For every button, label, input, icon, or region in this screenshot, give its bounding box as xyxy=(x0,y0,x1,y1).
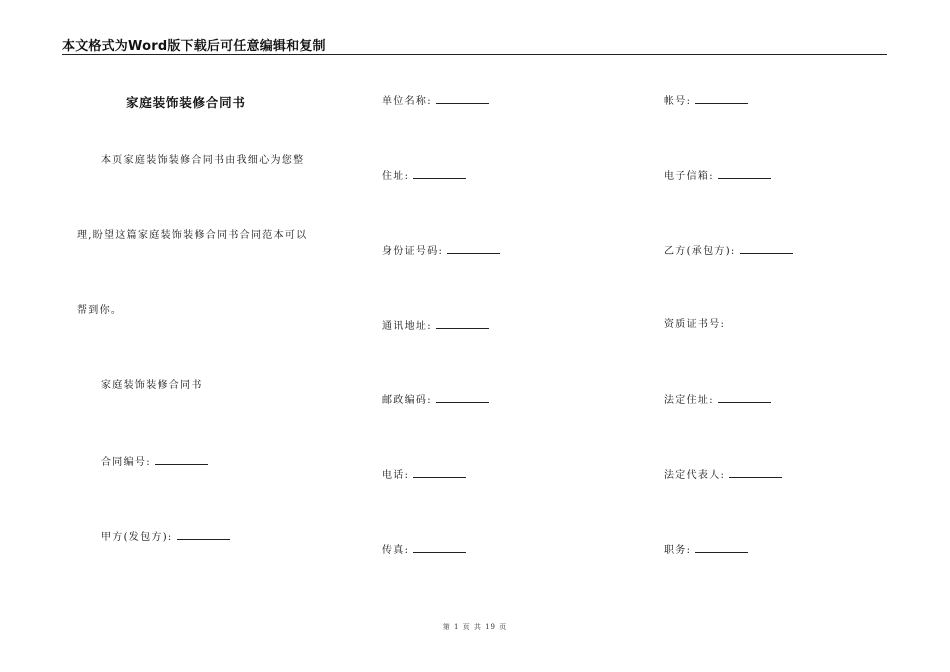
account-field xyxy=(664,94,748,108)
mailing-address-label: 通讯地址: xyxy=(382,321,432,332)
id-number-field xyxy=(382,244,500,258)
party-b-field xyxy=(664,244,793,258)
address-field xyxy=(382,169,466,183)
intro-line-2: 理,盼望这篇家庭装饰装修合同书合同范本可以 xyxy=(77,230,308,241)
address-blank xyxy=(413,169,466,179)
fax-label: 传真: xyxy=(382,545,410,556)
legal-address-label: 法定住址: xyxy=(664,395,714,406)
account-blank xyxy=(695,94,748,104)
intro-line-3: 帮到你。 xyxy=(77,305,123,316)
legal-address-field xyxy=(664,393,771,407)
page-number: 第 1 页 共 19 页 xyxy=(442,623,508,631)
id-number-blank xyxy=(447,244,500,254)
party-a-label: 甲方(发包方): xyxy=(101,532,173,543)
legal-representative-label: 法定代表人: xyxy=(664,470,726,481)
qualification-field xyxy=(664,319,725,331)
party-a-field xyxy=(101,530,230,544)
unit-name-blank xyxy=(436,94,489,104)
phone-label: 电话: xyxy=(382,470,410,481)
legal-address-blank xyxy=(718,393,771,403)
contract-subtitle: 家庭装饰装修合同书 xyxy=(101,380,203,391)
party-b-blank xyxy=(740,244,793,254)
phone-blank xyxy=(413,468,466,478)
contract-number-blank xyxy=(155,455,208,465)
id-number-label: 身份证号码: xyxy=(382,246,444,257)
legal-representative-field xyxy=(664,468,782,482)
position-label: 职务: xyxy=(664,545,692,556)
party-b-label: 乙方(承包方): xyxy=(664,246,736,257)
legal-representative-blank xyxy=(729,468,782,478)
position-field xyxy=(664,543,748,557)
phone-field xyxy=(382,468,466,482)
email-label: 电子信箱: xyxy=(664,171,714,182)
postcode-field xyxy=(382,393,489,407)
fax-blank xyxy=(413,543,466,553)
contract-number-label: 合同编号: xyxy=(101,457,151,468)
unit-name-field xyxy=(382,94,489,108)
postcode-blank xyxy=(436,393,489,403)
intro-line-1: 本页家庭装饰装修合同书由我细心为您整 xyxy=(101,155,305,166)
document-title: 家庭装饰装修合同书 xyxy=(126,95,246,110)
header-text: 本文格式为Word版下载后可任意编辑和复制 xyxy=(62,39,326,54)
unit-name-label: 单位名称: xyxy=(382,96,432,107)
email-blank xyxy=(718,169,771,179)
fax-field xyxy=(382,543,466,557)
mailing-address-field xyxy=(382,319,489,333)
position-blank xyxy=(695,543,748,553)
postcode-label: 邮政编码: xyxy=(382,395,432,406)
contract-number-field xyxy=(101,455,208,469)
email-field xyxy=(664,169,771,183)
account-label: 帐号: xyxy=(664,96,692,107)
qualification-label: 资质证书号: xyxy=(664,319,726,330)
document-header xyxy=(62,34,887,55)
mailing-address-blank xyxy=(436,319,489,329)
party-a-blank xyxy=(177,530,230,540)
address-label: 住址: xyxy=(382,171,410,182)
